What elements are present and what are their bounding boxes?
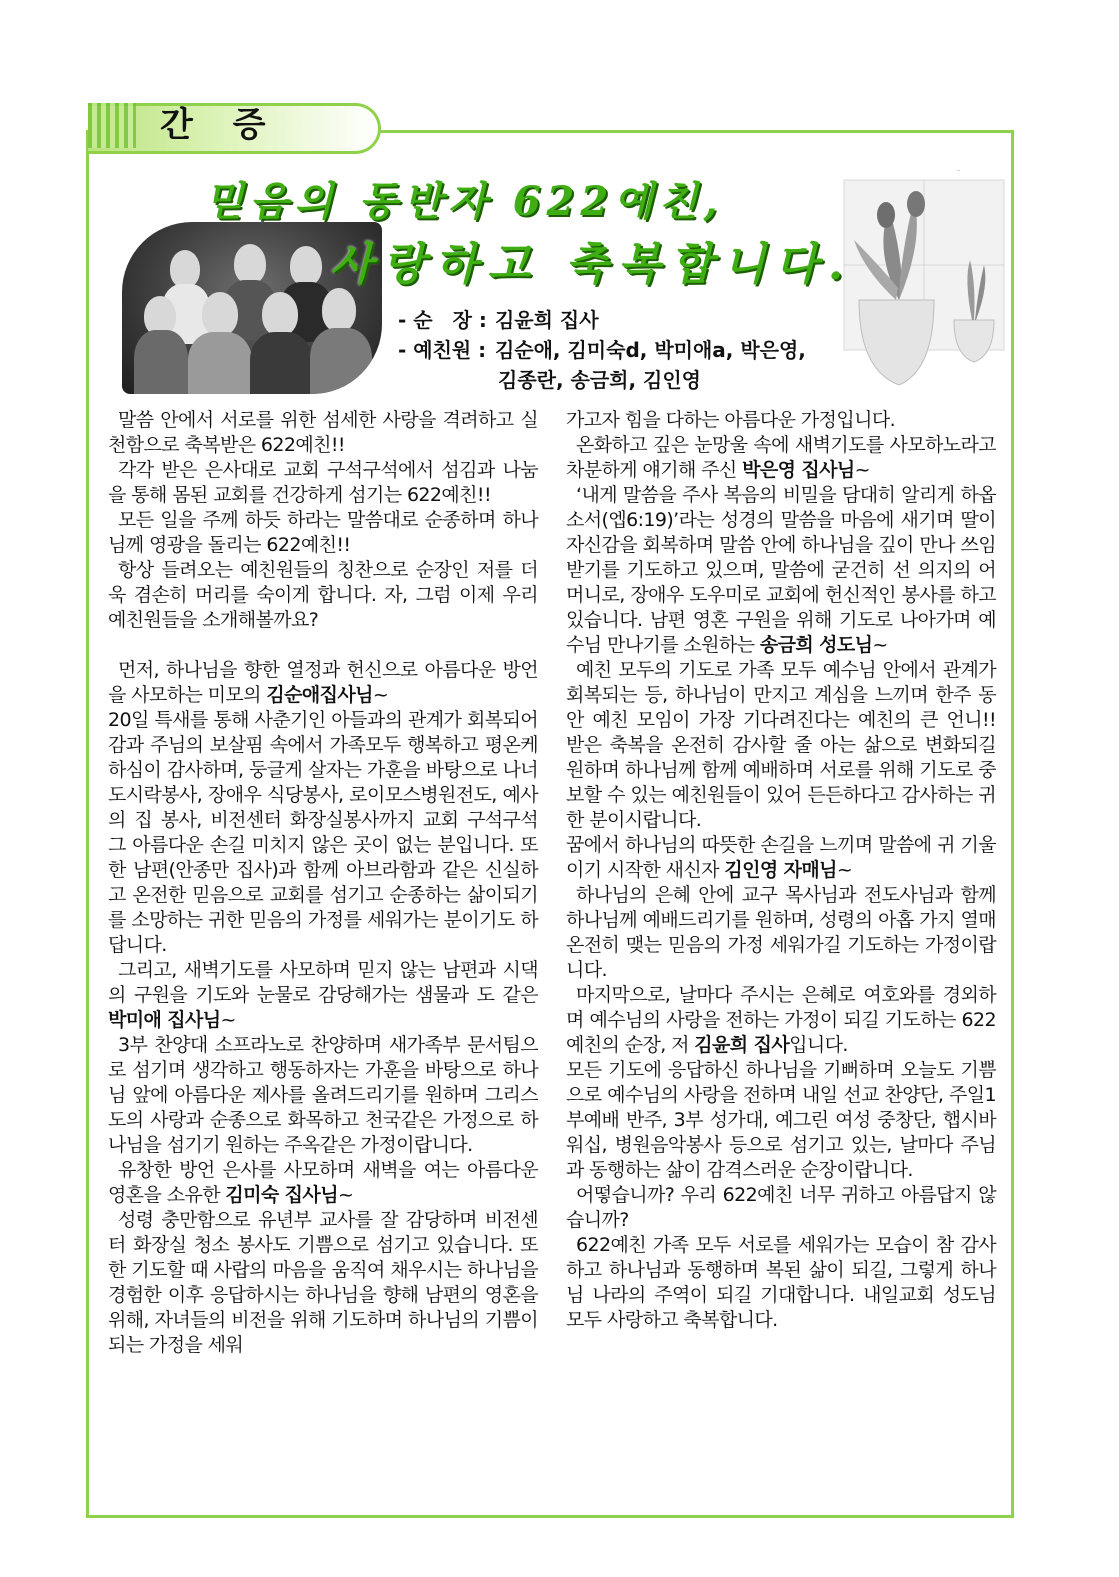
paragraph: 먼저, 하나님을 향한 열정과 헌신으로 아름다운 방언을 사모하는 미모의 김순애집사님~ bbox=[108, 659, 538, 706]
member-name: 김순애집사님 bbox=[266, 684, 373, 706]
paragraph: 3부 찬양대 소프라노로 찬양하며 새가족부 문서팀으로 섬기며 생각하고 행동하자는 가훈을 바탕으로 하나님 앞에 아름다운 제사를 올려드리기를 원하며 그리스도의 사랑과 순종으로 화목하고 천국같은 가정으로 하나님을 섬기기 원하는 주옥같은 가정이랍니다. bbox=[108, 1034, 538, 1156]
members-label: - 예친원 : bbox=[398, 338, 487, 362]
leader-name: 김윤희 집사 bbox=[494, 308, 599, 332]
article-title-line2: 사랑하고 축복합니다. bbox=[330, 239, 854, 290]
paragraph: 예친 모두의 기도로 가족 모두 예수님 안에서 관계가 회복되는 등, 하나님이 만지고 계심을 느끼며 한주 동안 예친 모임이 가장 기다려진다는 예친의 큰 언니!! 받은 축복을 온전히 감사할 줄 아는 삶으로 변화되길 원하며 하나님께 함께 예배하며 서로를 위해 기도로 중보할 수 있는 예친원들이 있어 든든하다고 감사하는 귀한 분이시랍니다. bbox=[566, 659, 996, 831]
member-name: 송금희 성도님 bbox=[759, 634, 873, 656]
paragraph: ‘내게 말씀을 주사 복음의 비밀을 담대히 알리게 하옵소서(엡6:19)’라는 성경의 말씀을 마음에 새기며 딸이 자신감을 회복하며 말씀 안에 하나님을 깊이 만나 쓰임 받기를 기도하고 있으며, 말씀에 굳건히 선 의지의 어머니로, 장애우 도우미로 교회에 헌신적인 봉사를 하고 있습니다. 남편 영혼 구원을 위해 기도로 나아가며 예수님 만나기를 소원하는 송금희 성도님~ bbox=[566, 484, 996, 656]
member-name: 김인영 자매님 bbox=[724, 859, 837, 881]
paragraph: 성령 충만함으로 유년부 교사를 잘 감당하며 비전센터 화장실 청소 봉사도 기쁨으로 섬기고 있습니다. 또한 기도할 때 사랍의 마음을 움직여 채우시는 하나님을 경험한 이후 응답하시는 하나님을 향해 남편의 영혼을 위해, 자녀들의 비전을 위해 기도하며 하나님의 기쁨이 되는 가정을 세워 bbox=[108, 1209, 538, 1356]
left-column bbox=[108, 408, 538, 1358]
right-column bbox=[566, 408, 996, 1333]
members-row bbox=[398, 335, 806, 395]
paragraph: 항상 들려오는 예친원들의 칭찬으로 순장인 저를 더욱 겸손히 머리를 숙이게 합니다. 자, 그럼 이제 우리 예친원들을 소개해볼까요? bbox=[108, 559, 538, 631]
member-name: 박미애 집사님 bbox=[108, 1009, 221, 1031]
leader-row bbox=[398, 305, 806, 335]
paragraph: 유창한 방언 은사를 사모하며 새벽을 여는 아름다운 영혼을 소유한 김미숙 집사님~ bbox=[108, 1159, 538, 1206]
article-title-line1: 믿음의 동반자 622예친, bbox=[205, 178, 724, 225]
section-tab-pattern bbox=[88, 103, 136, 148]
paragraph: 꿈에서 하나님의 따뜻한 손길을 느끼며 말씀에 귀 기울이기 시작한 새신자 김인영 자매님~ bbox=[566, 834, 996, 881]
member-name: 김윤희 집사 bbox=[694, 1034, 790, 1056]
leader-label: - 순 장 : bbox=[398, 308, 487, 332]
member-list bbox=[398, 305, 806, 395]
paragraph: 마지막으로, 날마다 주시는 은혜로 여호와를 경외하며 예수님의 사랑을 전하는 가정이 되길 기도하는 622예친의 순장, 저 김윤희 집사입니다. bbox=[566, 984, 996, 1056]
paragraph: 가고자 힘을 다하는 아름다운 가정입니다. bbox=[566, 409, 896, 431]
paragraph: 각각 받은 은사대로 교회 구석구석에서 섬김과 나눔을 통해 몸된 교회를 건강하게 섬기는 622예친!! bbox=[108, 459, 538, 506]
paragraph: 온화하고 깊은 눈망울 속에 새벽기도를 사모하노라고 차분하게 얘기해 주신 박은영 집사님~ bbox=[566, 434, 996, 481]
paragraph: 어떻습니까? 우리 622예친 너무 귀하고 아름답지 않습니까? bbox=[566, 1184, 996, 1231]
member-name: 박은영 집사님 bbox=[742, 459, 855, 481]
paragraph: 말씀 안에서 서로를 위한 섬세한 사랑을 격려하고 실천함으로 축복받은 622예친!! bbox=[108, 409, 538, 456]
paragraph: 그리고, 새벽기도를 사모하며 믿지 않는 남편과 시댁의 구원을 기도와 눈물로 감당해가는 샘물과 도 같은 박미애 집사님~ bbox=[108, 959, 538, 1031]
section-label: 간 증 bbox=[160, 105, 280, 145]
members-names-line1: 김순애, 김미숙d, 박미애a, 박은영, bbox=[494, 338, 806, 362]
paragraph: 20일 특새를 통해 사춘기인 아들과의 관계가 회복되어감과 주님의 보살핌 속에서 가족모두 행복하고 평온케 하심이 감사하며, 둥글게 살자는 가훈을 바탕으로 나너 도시락봉사, 장애우 식당봉사, 로이모스병원전도, 예사의 집 봉사, 비전센터 화장실봉사까지 교회 구석구석 그 아름다운 손길 미치지 않은 곳이 없는 분입니다. 또한 남편(안종만 집사)과 함께 아브라함과 같은 신실하고 온전한 믿음으로 교회를 섬기고 순종하는 삶이되기를 소망하는 귀한 믿음의 가정를 세워가는 분이기도 하답니다. bbox=[108, 709, 538, 956]
paragraph: 하나님의 은혜 안에 교구 목사님과 전도사님과 함께 하나님께 예배드리기를 원하며, 성령의 아홉 가지 열매 온전히 맺는 믿음의 가정 세워가길 기도하는 가정이랍니다. bbox=[566, 884, 996, 981]
member-name: 김미숙 집사님 bbox=[225, 1184, 338, 1206]
paragraph: 622예친 가족 모두 서로를 세워가는 모습이 참 감사하고 하나님과 동행하며 복된 삶이 되길, 그렇게 하나님 나라의 주역이 되길 기대합니다. 내일교회 성도님 모두 사랑하고 축복합니다. bbox=[566, 1234, 996, 1331]
members-names-line2: 김종란, 송금희, 김인영 bbox=[498, 368, 702, 392]
paragraph: 모든 일을 주께 하듯 하라는 말씀대로 순종하며 하나님께 영광을 돌리는 622예친!! bbox=[108, 509, 538, 556]
paragraph: 모든 기도에 응답하신 하나님을 기뻐하며 오늘도 기쁨으로 예수님의 사랑을 전하며 내일 선교 찬양단, 주일1부예배 반주, 3부 성가대, 예그린 여성 중창단, 햅시바 워십, 병원음악봉사 등으로 섬기고 있는, 날마다 주님과 동행하는 삶이 감격스러운 순장이랍니다. bbox=[566, 1059, 996, 1181]
